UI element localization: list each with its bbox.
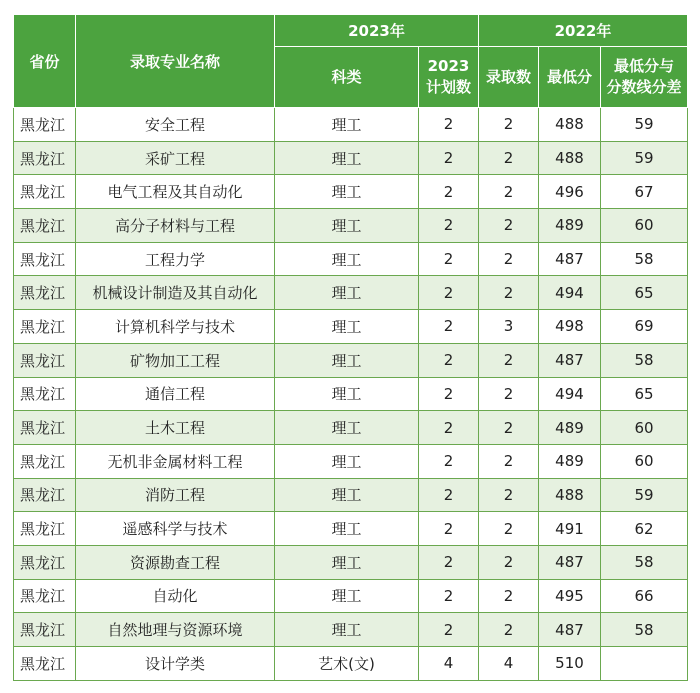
cell-diff: 65 <box>601 377 688 411</box>
cell-admitted: 4 <box>479 647 539 681</box>
cell-diff: 69 <box>601 310 688 344</box>
cell-admitted: 2 <box>479 444 539 478</box>
cell-major: 自然地理与资源环境 <box>76 613 275 647</box>
cell-min-score: 489 <box>539 444 601 478</box>
cell-major: 电气工程及其自动化 <box>76 175 275 209</box>
cell-major: 计算机科学与技术 <box>76 310 275 344</box>
cell-diff: 58 <box>601 613 688 647</box>
cell-diff: 59 <box>601 478 688 512</box>
table-row <box>14 377 688 411</box>
cell-category: 理工 <box>275 545 419 579</box>
table-row <box>14 579 688 613</box>
header-diff-line2: 分数线分差 <box>606 78 682 96</box>
header-category: 科类 <box>275 47 419 108</box>
cell-province: 黑龙江 <box>14 108 76 142</box>
cell-admitted: 2 <box>479 478 539 512</box>
cell-min-score: 498 <box>539 310 601 344</box>
admission-table <box>13 14 688 681</box>
cell-province: 黑龙江 <box>14 343 76 377</box>
table-row <box>14 411 688 445</box>
cell-min-score: 487 <box>539 545 601 579</box>
header-plan-line1: 2023 <box>427 57 470 75</box>
cell-major: 安全工程 <box>76 108 275 142</box>
cell-major: 消防工程 <box>76 478 275 512</box>
cell-province: 黑龙江 <box>14 478 76 512</box>
cell-plan: 2 <box>419 512 479 546</box>
cell-plan: 2 <box>419 141 479 175</box>
header-year-2023: 2023年 <box>275 15 479 47</box>
cell-admitted: 2 <box>479 579 539 613</box>
cell-min-score: 488 <box>539 108 601 142</box>
cell-major: 自动化 <box>76 579 275 613</box>
cell-plan: 2 <box>419 377 479 411</box>
header-year-2022: 2022年 <box>479 15 688 47</box>
cell-category: 理工 <box>275 478 419 512</box>
cell-diff: 67 <box>601 175 688 209</box>
cell-province: 黑龙江 <box>14 579 76 613</box>
cell-admitted: 2 <box>479 613 539 647</box>
cell-min-score: 510 <box>539 647 601 681</box>
header-province: 省份 <box>14 15 76 108</box>
cell-diff: 65 <box>601 276 688 310</box>
table-row <box>14 478 688 512</box>
cell-category: 理工 <box>275 377 419 411</box>
table-row <box>14 108 688 142</box>
cell-admitted: 2 <box>479 343 539 377</box>
cell-province: 黑龙江 <box>14 310 76 344</box>
cell-category: 理工 <box>275 276 419 310</box>
cell-min-score: 491 <box>539 512 601 546</box>
header-admitted: 录取数 <box>479 47 539 108</box>
cell-province: 黑龙江 <box>14 512 76 546</box>
cell-plan: 2 <box>419 343 479 377</box>
table-row <box>14 647 688 681</box>
cell-diff: 58 <box>601 545 688 579</box>
cell-province: 黑龙江 <box>14 647 76 681</box>
header-plan-line2: 计划数 <box>425 78 471 96</box>
cell-plan: 2 <box>419 276 479 310</box>
cell-diff <box>601 647 688 681</box>
admission-table-container <box>13 14 687 681</box>
cell-plan: 2 <box>419 545 479 579</box>
cell-min-score: 488 <box>539 141 601 175</box>
table-row <box>14 512 688 546</box>
cell-category: 理工 <box>275 175 419 209</box>
cell-category: 理工 <box>275 343 419 377</box>
header-diff-line1: 最低分与 <box>613 57 674 75</box>
cell-province: 黑龙江 <box>14 175 76 209</box>
cell-admitted: 2 <box>479 276 539 310</box>
cell-category: 艺术(文) <box>275 647 419 681</box>
cell-province: 黑龙江 <box>14 377 76 411</box>
cell-major: 土木工程 <box>76 411 275 445</box>
cell-plan: 2 <box>419 478 479 512</box>
cell-province: 黑龙江 <box>14 545 76 579</box>
cell-major: 矿物加工工程 <box>76 343 275 377</box>
cell-category: 理工 <box>275 579 419 613</box>
cell-category: 理工 <box>275 108 419 142</box>
cell-admitted: 2 <box>479 545 539 579</box>
cell-diff: 60 <box>601 411 688 445</box>
cell-diff: 59 <box>601 141 688 175</box>
cell-min-score: 487 <box>539 613 601 647</box>
cell-category: 理工 <box>275 141 419 175</box>
cell-major: 工程力学 <box>76 242 275 276</box>
cell-province: 黑龙江 <box>14 209 76 243</box>
cell-admitted: 2 <box>479 242 539 276</box>
cell-category: 理工 <box>275 444 419 478</box>
table-row <box>14 310 688 344</box>
cell-diff: 66 <box>601 579 688 613</box>
cell-admitted: 2 <box>479 175 539 209</box>
cell-admitted: 2 <box>479 377 539 411</box>
cell-diff: 59 <box>601 108 688 142</box>
cell-plan: 2 <box>419 108 479 142</box>
table-row <box>14 242 688 276</box>
header-plan <box>419 47 479 108</box>
cell-category: 理工 <box>275 411 419 445</box>
cell-category: 理工 <box>275 209 419 243</box>
table-row <box>14 209 688 243</box>
cell-province: 黑龙江 <box>14 411 76 445</box>
cell-category: 理工 <box>275 310 419 344</box>
cell-category: 理工 <box>275 512 419 546</box>
cell-admitted: 2 <box>479 411 539 445</box>
cell-major: 高分子材料与工程 <box>76 209 275 243</box>
cell-plan: 2 <box>419 242 479 276</box>
cell-admitted: 2 <box>479 141 539 175</box>
cell-plan: 2 <box>419 579 479 613</box>
cell-province: 黑龙江 <box>14 276 76 310</box>
table-body <box>14 108 688 681</box>
cell-plan: 2 <box>419 613 479 647</box>
cell-min-score: 495 <box>539 579 601 613</box>
cell-diff: 58 <box>601 343 688 377</box>
header-major: 录取专业名称 <box>76 15 275 108</box>
cell-category: 理工 <box>275 242 419 276</box>
cell-min-score: 487 <box>539 242 601 276</box>
cell-major: 资源勘查工程 <box>76 545 275 579</box>
cell-plan: 2 <box>419 209 479 243</box>
cell-min-score: 489 <box>539 209 601 243</box>
cell-plan: 2 <box>419 411 479 445</box>
cell-diff: 58 <box>601 242 688 276</box>
cell-min-score: 488 <box>539 478 601 512</box>
cell-min-score: 494 <box>539 276 601 310</box>
table-row <box>14 276 688 310</box>
cell-major: 机械设计制造及其自动化 <box>76 276 275 310</box>
cell-admitted: 2 <box>479 209 539 243</box>
cell-province: 黑龙江 <box>14 444 76 478</box>
cell-major: 遥感科学与技术 <box>76 512 275 546</box>
cell-category: 理工 <box>275 613 419 647</box>
cell-major: 设计学类 <box>76 647 275 681</box>
table-row <box>14 613 688 647</box>
cell-diff: 60 <box>601 444 688 478</box>
cell-admitted: 2 <box>479 108 539 142</box>
cell-admitted: 2 <box>479 512 539 546</box>
cell-province: 黑龙江 <box>14 242 76 276</box>
cell-plan: 2 <box>419 175 479 209</box>
cell-min-score: 494 <box>539 377 601 411</box>
header-diff <box>601 47 688 108</box>
header-min-score: 最低分 <box>539 47 601 108</box>
cell-min-score: 496 <box>539 175 601 209</box>
table-row <box>14 175 688 209</box>
cell-diff: 60 <box>601 209 688 243</box>
cell-plan: 4 <box>419 647 479 681</box>
table-row <box>14 545 688 579</box>
table-row <box>14 444 688 478</box>
cell-province: 黑龙江 <box>14 613 76 647</box>
cell-min-score: 487 <box>539 343 601 377</box>
cell-major: 采矿工程 <box>76 141 275 175</box>
table-row <box>14 141 688 175</box>
cell-major: 无机非金属材料工程 <box>76 444 275 478</box>
cell-plan: 2 <box>419 310 479 344</box>
cell-major: 通信工程 <box>76 377 275 411</box>
cell-province: 黑龙江 <box>14 141 76 175</box>
cell-admitted: 3 <box>479 310 539 344</box>
cell-plan: 2 <box>419 444 479 478</box>
table-row <box>14 343 688 377</box>
cell-min-score: 489 <box>539 411 601 445</box>
cell-diff: 62 <box>601 512 688 546</box>
